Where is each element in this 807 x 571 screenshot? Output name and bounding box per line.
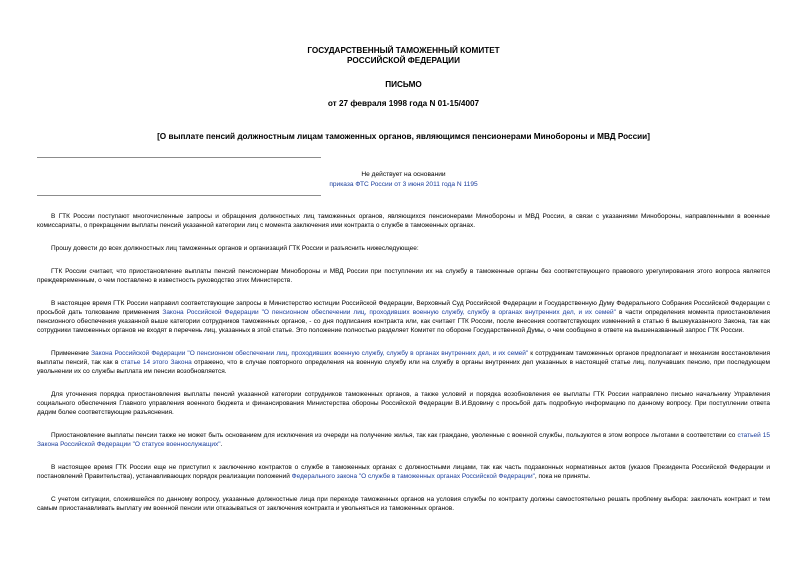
issuing-organization	[0, 46, 807, 66]
status-line: Не действует на основании	[361, 171, 446, 178]
paragraph-9: С учетом ситуации, сложившейся по данному вопросу, указанные должностные лица при переходе таможенных органов на условия службы по контракту должны самостоятельно решать проблему выбора: заключать контракт и тем самым приостанавливать выплату им военной пенсии или отказываться от заключения контракта и увольняться из таможенных органов.	[37, 495, 770, 513]
paragraph-5-text-b: к сотрудникам таможенных органов предполагает и механизм восстановления выплаты пенсий, так как в	[37, 349, 770, 367]
paragraph-5	[37, 349, 770, 377]
military-status-law-link[interactable]: статьей 15 Закона Российской Федерации "О статусе военнослужащих"	[37, 432, 770, 449]
status-rule-top	[37, 157, 321, 158]
paragraph-4	[37, 299, 770, 336]
paragraph-8-text-a: В настоящее время ГТК России еще не приступил к заключению контрактов о службе в таможенных органах с должностными лицами, так как часть подзаконных нормативных актов (указов Президента Российской Федерации и постановлений Правительства), устанавливающих порядок реализации положений	[37, 463, 770, 481]
paragraph-7-text-a: Приостановление выплаты пенсии также не может быть основанием для исключения из очереди на получение жилья, так как граждане, уволенные с военной службы, пользуются в этом вопросе льготами в соответствии со	[51, 432, 738, 440]
paragraph-8-text-b: , пока не приняты.	[534, 473, 591, 481]
paragraph-7	[37, 431, 770, 449]
document-date: от 27 февраля 1998 года N 01-15/4007	[327, 99, 480, 108]
paragraph-6: Для уточнения порядка приостановления выплаты пенсий указанной категории сотрудников таможенных органов, а также условий и порядка возобновления ее выплаты ГТК России направлено письмо начальнику Управления социального обеспечения Главного управления военного бюджета и финансирования Министерства обороны Российской Федерации В.И.Вдовину с просьбой дать подробную информацию по данному вопросу. При поступлении ответа дадим более соответствующие разъяснения.	[37, 390, 770, 417]
repeal-order-link[interactable]: приказа ФТС России от 3 июня 2011 года N 1195	[329, 181, 478, 188]
customs-service-law-link[interactable]: Федерального закона "О службе в таможенных органах Российской Федерации"	[291, 473, 535, 481]
paragraph-4-text-b: в части определения момента приостановления пенсионного обеспечения указанной выше категории сотрудников таможенных органов, - со дня подписания контракта или, как считает ГТК России, после внесения соответствующих изменений в статью 6 вышеуказанного Закона, так как сотрудники таможенных органов не входят в перечень лиц, указанных в этой статье. Это положение полностью разделяет Комитет по обороне Государственной Думы, о чем сообщено в ответе на вышеназванный запрос ГТК России.	[37, 308, 770, 335]
paragraph-5-text-a: Применение	[51, 349, 92, 357]
paragraph-3: ГТК России считает, что приостановление выплаты пенсий пенсионерам Минобороны и МВД России при поступлении их на службу в таможенные органы без соответствующего правового урегулирования этого вопроса является преждевременным, о чем поставлено в известность руководство этих Министерств.	[37, 267, 770, 284]
document-subject: [О выплате пенсий должностным лицам таможенных органов, являющимся пенсионерами Минобороны и МВД России]	[157, 132, 650, 141]
document-type: ПИСЬМО	[385, 80, 422, 89]
org-line-2: РОССИЙСКОЙ ФЕДЕРАЦИИ	[347, 56, 460, 65]
org-line-1: ГОСУДАРСТВЕННЫЙ ТАМОЖЕННЫЙ КОМИТЕТ	[307, 46, 500, 55]
paragraph-8	[37, 463, 770, 481]
paragraph-7-text-b: .	[220, 441, 223, 449]
article-14-link[interactable]: статье 14 этого Закона	[120, 359, 192, 367]
paragraph-5-text-c: отражено, что в случае повторного определения на военную службу или на службу в органы внутренних дел указанных в настоящей статье лиц, получавших пенсию, при последующем увольнении их со службы выплата им пенсии возобновляется.	[37, 359, 770, 376]
pension-law-link[interactable]: Закона Российской Федерации "О пенсионном обеспечении лиц, проходивших военную службу, службу в органах внутренних дел, и их семей"	[162, 308, 616, 316]
paragraph-2: Прошу довести до всех должностных лиц таможенных органов и организаций ГТК России и разъяснить нижеследующее:	[51, 244, 419, 252]
pension-law-link[interactable]: Закона Российской Федерации "О пенсионном обеспечении лиц, проходивших военную службу, службу в органах внутренних дел, и их семей"	[91, 349, 529, 357]
status-rule-bottom	[37, 195, 321, 196]
paragraph-4-text-a: В настоящее время ГТК России направил соответствующие запросы в Министерство юстиции Российской Федерации, Верховный Суд Российской Федерации и Государственную Думу Федерального Собрания Российской Федерации с просьбой дать толкование применения	[37, 299, 770, 316]
status-note	[0, 170, 807, 190]
paragraph-1: В ГТК России поступают многочисленные запросы и обращения должностных лиц таможенных органов, являющихся пенсионерами Минобороны и МВД России, в связи с указаниями Минобороны, направленными в военные комиссариаты, о прекращении выплаты пенсий указанной категории лиц с момента заключения ими контракта о службе в таможенных органах.	[37, 213, 770, 230]
document-body	[37, 212, 770, 527]
